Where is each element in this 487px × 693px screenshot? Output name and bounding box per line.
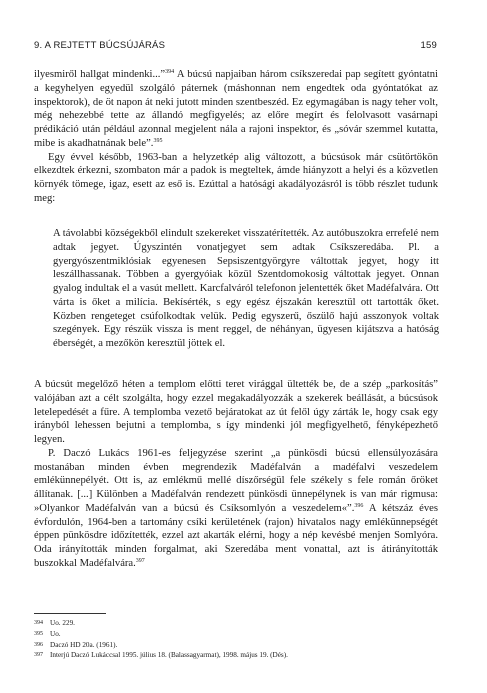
footnotes <box>34 618 438 661</box>
text-run: A búcsú napjaiban három csíkszeredai pap segített gyóntatni a kegyhelyen egyedül szolgáló páternek (máshonnan nem engedtek oda gyóntatókat az inspektorok), de öt napon át neki jutott minden szentbeszéd. Ez egymagában is nagy teher volt, még nehezebbé tette az állandó megfigyelés; az előre megírt és felolvasott vasárnapi prédikáció után például azonnal megjelent nála a rajoni inspektor, és „sóvár szemmel kutatta, mibe is akadhatnának bele”. <box>34 69 438 149</box>
text-run: P. Daczó Lukács 1961-es feljegyzése szerint „a pünkösdi búcsú ellensúlyozására mostanában minden évben megrendezik Madéfalván a madéfalvi veszedelem emlékünnepélyét. Ott is, az emlékmű mellé díszőrségül fele székely s fele román őröket állítanak. [...] Különben a Madéfalván rendezett pünkösdi ünnepélynek is van már rigmusa: »Olyankor Madéfalván van a búcsú és Csíksomlyón a veszedelem«”. <box>34 447 438 514</box>
paragraph: Egy évvel később, 1963-ban a helyzetkép alig változott, a búcsúsok már csütörtökön elkezdtek érkezni, szombaton már a padok is megteltek, ámde hiányzott a helyi és a közvetlen környék tömege, igaz, esett az eső is. Ezúttal a hatósági akadályozásról is több részlet tudunk meg: <box>34 151 438 204</box>
footnote-ref[interactable]: 397 <box>135 557 145 564</box>
footnote-divider <box>34 613 106 614</box>
quote-text: A távolabbi községekből elindult szekereket visszatérítették. Az autóbuszokra errefelé nem adtak jegyet. Úgyszintén vonatjegyet sem adtak Csíkszeredába. Pl. a gyergyószentmiklósiak egyenesen Sepsiszentgyörgyre váltottak jegyet, hogy itt leszállhassanak. Többen a gyergyóiak közül Szentdomokosig váltottak jegyet. Onnan gyalog indultak el a vasút mellett. Karcfalváról telefonon jelentették őket Madéfalvára. Ott várta is őket a milícia. Bekísérték, s egy egész éjszakán keresztül ott tartották őket. Közben rengeteget csúfolkodtak velük. Pedig egyszerű, őszülő hajú asszonyok voltak szegények. Egy részük vissza is ment reggel, de néhányan, ügyesen kijátszva a hatóság éberségét, a mezőkön keresztül jöttek el. <box>53 228 439 349</box>
footnote <box>34 650 438 661</box>
block-quote <box>53 227 439 351</box>
footnote-text: Daczó HD 20a. (1961). <box>50 640 118 649</box>
footnote <box>34 629 438 640</box>
text-run: ilyesmiről hallgat mindenki...” <box>34 69 166 80</box>
body-text-top <box>34 68 438 206</box>
chapter-title: 9. A REJTETT BÚCSÚJÁRÁS <box>34 39 166 51</box>
footnote-number: 397 <box>34 652 43 659</box>
footnote-text: Uo. <box>50 629 61 638</box>
footnote-ref[interactable]: 394 <box>165 69 175 75</box>
footnote-number: 395 <box>34 630 43 637</box>
footnote-ref[interactable]: 395 <box>153 137 163 144</box>
footnote-text: Interjú Daczó Lukáccsal 1995. július 18. (Balassagyarmat), 1998. május 19. (Dés). <box>50 651 288 660</box>
paragraph <box>34 68 438 151</box>
footnote <box>34 618 438 629</box>
page-number: 159 <box>420 39 437 51</box>
footnote-ref[interactable]: 396 <box>354 502 364 509</box>
footnote <box>34 640 438 651</box>
footnote-number: 394 <box>34 620 43 626</box>
footnote-text: Uo. 229. <box>50 619 75 627</box>
text-run: A kétszáz éves évfordulón, 1964-ben a tartomány csíki kerületének (rajon) hivatalos nagy emlékünnepségét éppen pünkösdre időzítették, ezzel azt akarták elérni, hogy a nép kevésbé menjen Somlyóra. Oda irányították minden forgalmat, aki Szeredába ment vonattal, azt is átirányították buszokkal Madéfalvára. <box>34 502 439 569</box>
paragraph <box>34 447 438 571</box>
paragraph: A búcsút megelőző héten a templom előtti teret virággal ültették be, de a szép „parkosítás” valójában azt a célt szolgálta, hogy ezzel megakadályozzák a szekerek beállását, a búcsúsok letelepedését a fűre. A templomba vezető bejáratokat az út felől úgy zárták le, hogy csak egy irányból lehessen bejutni a templomba, s így mindenki jól megfigyelhető, fényképezhető legyen. <box>34 379 438 445</box>
footnote-number: 396 <box>34 641 43 648</box>
body-text-bottom <box>34 378 438 571</box>
running-head <box>34 38 437 52</box>
